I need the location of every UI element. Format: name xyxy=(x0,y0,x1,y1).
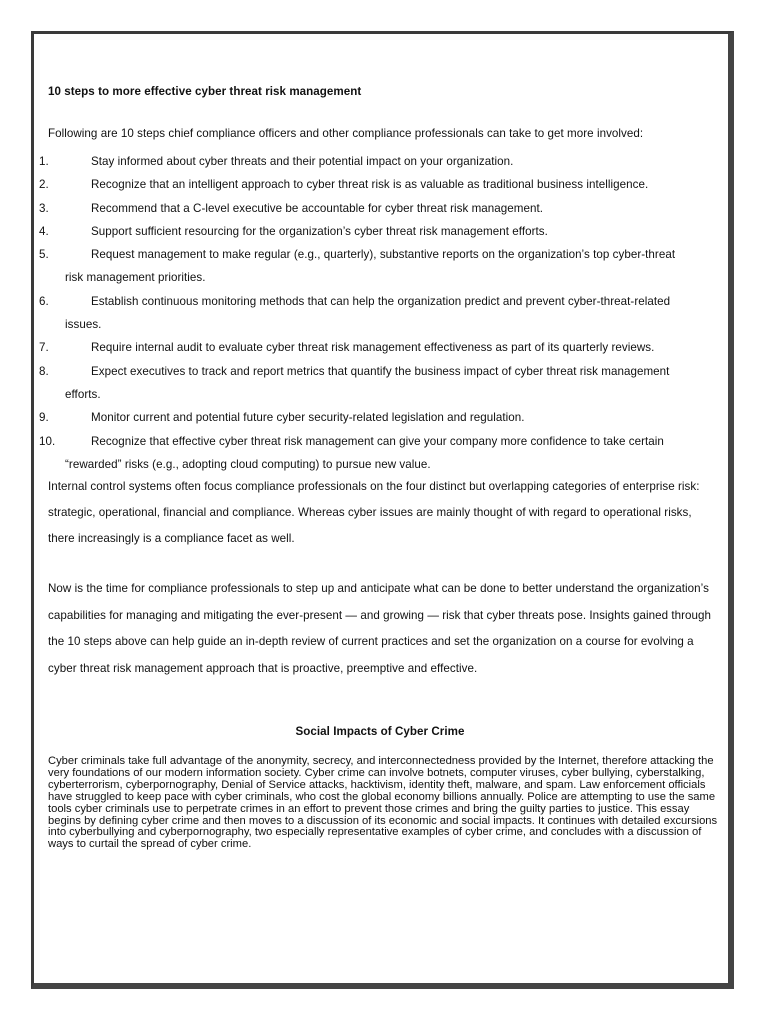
step-number: 8. xyxy=(39,364,49,378)
list-item xyxy=(39,430,714,477)
step-number: 5. xyxy=(39,248,49,262)
intro-text: Following are 10 steps chief compliance officers and other compliance professionals can take to get more involved: xyxy=(48,127,644,140)
step-text: Expect executives to track and report metrics that quantify the business impact of cyber threat risk management xyxy=(91,364,670,378)
step-text: Support sufficient resourcing for the organization’s cyber threat risk management efforts. xyxy=(91,224,548,238)
steps-list xyxy=(39,150,714,476)
step-text-continuation: “rewarded” risks (e.g., adopting cloud computing) to pursue new value. xyxy=(65,457,431,471)
list-item xyxy=(39,406,714,429)
document-frame xyxy=(31,31,734,989)
step-number: 6. xyxy=(39,294,49,308)
step-number: 4. xyxy=(39,224,49,238)
step-text-continuation: issues. xyxy=(65,318,102,332)
step-text: Stay informed about cyber threats and their potential impact on your organization. xyxy=(91,155,514,168)
paragraph-internal-control: Internal control systems often focus compliance professionals on the four distinct but overlapping categories of enterprise risk: strategic, operational, financial and compliance. Whereas cyber issues are mainly thought of with regard to operational risks, there increasingly is a compliance facet as well. xyxy=(48,480,700,545)
step-number: 1. xyxy=(39,155,49,168)
paragraph-call-to-action: Now is the time for compliance professionals to step up and anticipate what can be done to better understand the organization’s capabilities for managing and mitigating the ever-present — and growing — risk that cyber threats pose. Insights gained through the 10 steps above can help guide an in-depth review of current practices and set the organization on a course for evolving a cyber threat risk management approach that is proactive, preemptive and effective. xyxy=(48,582,712,675)
essay-paragraph: Cyber criminals take full advantage of the anonymity, secrecy, and interconnectedness provided by the Internet, therefore attacking the very foundations of our modern information society. Cyber crime can involve botnets, computer viruses, cyber bullying, cyberstalking, cyberterrorism, cyberpornography, Denial of Service attacks, hacktivism, identity theft, malware, and spam. Law enforcement officials have struggled to keep pace with cyber criminals, who cost the global economy billions annually. Police are attempting to use the same tools cyber criminals use to perpetrate crimes in an effort to prevent those crimes and bring the guilty parties to justice. This essay begins by defining cyber crime and then moves to a discussion of its economic and social impacts. It continues with detailed excursions into cyberbullying and cyberpornography, two especially representative examples of cyber crime, and concludes with a discussion of ways to curtail the spread of cyber crime. xyxy=(48,755,718,851)
step-text: Require internal audit to evaluate cyber threat risk management effectiveness as part of its quarterly reviews. xyxy=(91,341,655,355)
step-text-continuation: risk management priorities. xyxy=(65,271,206,285)
step-text: Monitor current and potential future cyber security-related legislation and regulation. xyxy=(91,411,525,425)
step-number: 7. xyxy=(39,341,49,355)
list-item xyxy=(39,220,714,243)
list-item xyxy=(39,360,714,407)
step-number: 10. xyxy=(39,434,56,448)
section-heading: Social Impacts of Cyber Crime xyxy=(295,725,465,738)
document-title: 10 steps to more effective cyber threat risk management xyxy=(48,85,362,98)
list-item xyxy=(39,173,714,196)
step-number: 9. xyxy=(39,411,49,425)
step-number: 2. xyxy=(39,178,49,192)
step-text: Request management to make regular (e.g., quarterly), substantive reports on the organization’s top cyber-threat xyxy=(91,248,676,262)
list-item xyxy=(39,243,714,290)
step-text: Establish continuous monitoring methods that can help the organization predict and prevent cyber-threat-related xyxy=(91,294,671,308)
list-item xyxy=(39,197,714,220)
step-text: Recommend that a C-level executive be accountable for cyber threat risk management. xyxy=(91,201,544,215)
step-text-continuation: efforts. xyxy=(65,387,101,401)
step-text: Recognize that an intelligent approach to cyber threat risk is as valuable as traditional business intelligence. xyxy=(91,178,649,192)
list-item xyxy=(39,150,714,173)
step-text: Recognize that effective cyber threat risk management can give your company more confidence to take certain xyxy=(91,434,664,448)
step-number: 3. xyxy=(39,201,49,215)
list-item xyxy=(39,336,714,359)
list-item xyxy=(39,290,714,337)
